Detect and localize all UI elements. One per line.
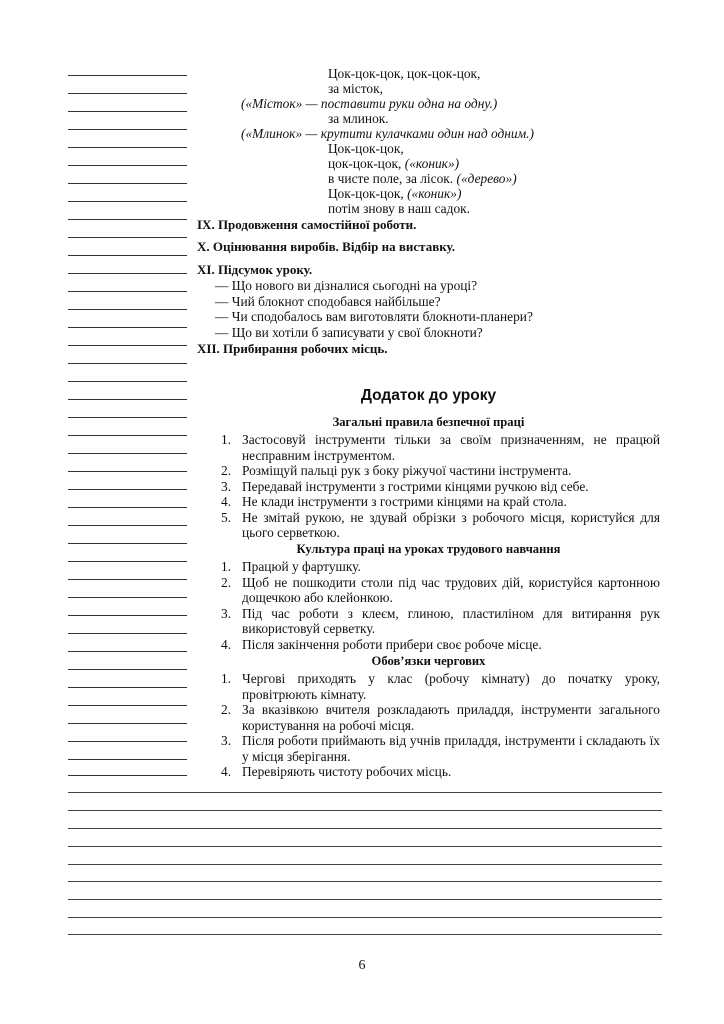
rhyme-line: в чисте поле, за лісок. bbox=[328, 171, 454, 186]
safety-rules-title: Загальні правила безпечної праці bbox=[332, 415, 525, 429]
list-item-text: Під час роботи з клеєм, глиною, пластиліном для витирання рук використовуй серветку. bbox=[242, 605, 660, 636]
rhyme-line: за млинок. bbox=[328, 111, 389, 126]
rhyme-line: Цок-цок-цок, bbox=[328, 141, 404, 156]
rhyme-direction: («дерево») bbox=[456, 171, 517, 186]
culture-title: Культура праці на уроках трудового навчання bbox=[296, 542, 561, 556]
list-item: 3. Під час роботи з клеєм, глиною, пластиліном для витирання рук використовуй серветку. bbox=[221, 605, 660, 636]
list-item-text: Передавай інструменти з гострими кінцями ручкою від себе. bbox=[242, 478, 589, 494]
duty-list bbox=[197, 671, 660, 780]
ruled-line bbox=[68, 934, 662, 935]
question-item: — Що ви хотіли б записувати у свої блокноти? bbox=[215, 324, 483, 340]
rhyme-line-group bbox=[328, 171, 517, 187]
question-item: — Що нового ви дізналися сьогодні на уроці? bbox=[215, 278, 478, 293]
ruled-line bbox=[68, 846, 662, 847]
list-item: 2. Розміщуй пальці рук з боку ріжучої частини інструмента. bbox=[221, 463, 572, 478]
list-item-text: Після закінчення роботи прибери своє робоче місце. bbox=[242, 636, 542, 652]
list-item-text: Перевіряють чистоту робочих місць. bbox=[242, 764, 452, 779]
list-item: 2. За вказівкою вчителя розкладають приладдя, інструменти загального користування на робочі місця. bbox=[221, 702, 660, 733]
section-heading-x: X. Оцінювання виробів. Відбір на виставку. bbox=[197, 239, 455, 254]
question-item: — Чи сподобалось вам виготовляти блокноти-планери? bbox=[215, 309, 533, 324]
list-item: 2. Щоб не пошкодити столи під час трудових дій, користуйся картонною дощечкою або клейонкою. bbox=[221, 574, 660, 605]
rhyme-direction: («коник») bbox=[407, 186, 462, 201]
list-item: 3. Передавай інструменти з гострими кінцями ручкою від себе. bbox=[221, 478, 589, 494]
ruled-line bbox=[68, 810, 662, 811]
ruled-line bbox=[68, 828, 662, 829]
list-item: 3. Після роботи приймають від учнів приладдя, інструменти і складають їх у місця зберігання. bbox=[221, 733, 660, 764]
rhyme-line: потім знову в наш садок. bbox=[328, 201, 470, 216]
appendix-title: Додаток до уроку bbox=[360, 387, 497, 404]
ruled-line bbox=[68, 792, 662, 793]
list-item-text: За вказівкою вчителя розкладають приладдя, інструменти загального користування на робочі місця. bbox=[242, 702, 660, 733]
list-item-text: Розміщуй пальці рук з боку ріжучої частини інструмента. bbox=[242, 463, 572, 478]
list-item: 5. Не змітай рукою, не здувай обрізки з робочого місця, користуйся для цього серветкою. bbox=[221, 509, 660, 540]
list-item-text: Застосовуй інструменти тільки за своїм призначенням, не працюй несправним інструментом. bbox=[242, 432, 660, 463]
rhyme-line: Цок-цок-цок, цок-цок-цок, bbox=[328, 66, 481, 81]
list-item: 4. Не клади інструменти з гострими кінцями на край стола. bbox=[221, 494, 567, 509]
rhyme-line: Цок-цок-цок, bbox=[328, 186, 404, 201]
rhyme-block bbox=[197, 62, 660, 216]
ruled-line bbox=[68, 864, 662, 865]
page-number: 6 bbox=[358, 958, 366, 973]
rhyme-direction: («Місток» — поставити руки одна на одну.) bbox=[241, 96, 498, 111]
list-item-text: Щоб не пошкодити столи під час трудових дій, користуйся картонною дощечкою або клейонкою. bbox=[242, 574, 660, 605]
section-heading-xi: XI. Підсумок уроку. bbox=[197, 262, 313, 277]
list-item: 1. Застосовуй інструменти тільки за своїм призначенням, не працюй несправним інструментом. bbox=[221, 432, 660, 463]
rhyme-line: за місток, bbox=[328, 81, 383, 96]
list-item-text: Працюй у фартушку. bbox=[242, 559, 361, 574]
page-content bbox=[197, 62, 660, 779]
list-item: 4. Після закінчення роботи прибери своє робоче місце. bbox=[221, 636, 542, 652]
list-item-text: Не клади інструменти з гострими кінцями на край стола. bbox=[242, 494, 567, 509]
list-item: 1. Чергові приходять у клас (робочу кімнату) до початку уроку, провітрюють кімнату. bbox=[221, 671, 660, 702]
section-heading-xii: XII. Прибирання робочих місць. bbox=[197, 341, 388, 356]
list-item: 1. Працюй у фартушку. bbox=[221, 559, 361, 574]
summary-questions bbox=[215, 278, 533, 340]
rhyme-direction: («Млинок» — крутити кулачками один над одним.) bbox=[241, 126, 534, 141]
duty-title: Обов’язки чергових bbox=[371, 654, 486, 668]
ruled-line bbox=[68, 899, 662, 900]
section-heading-ix: IX. Продовження самостійної роботи. bbox=[197, 217, 417, 232]
list-item: 4. Перевіряють чистоту робочих місць. bbox=[221, 764, 452, 779]
rhyme-line-group bbox=[328, 156, 459, 172]
list-item-text: Після роботи приймають від учнів приладдя, інструменти і складають їх у місця зберігання. bbox=[242, 733, 660, 764]
ruled-line bbox=[68, 917, 662, 918]
question-item: — Чий блокнот сподобався найбільше? bbox=[215, 293, 441, 309]
list-item-text: Не змітай рукою, не здувай обрізки з робочого місця, користуйся для цього серветкою. bbox=[242, 509, 660, 540]
list-item-text: Чергові приходять у клас (робочу кімнату) до початку уроку, провітрюють кімнату. bbox=[242, 671, 660, 702]
rhyme-direction: («коник») bbox=[404, 156, 460, 171]
rhyme-line-group bbox=[328, 186, 461, 202]
safety-rules-list bbox=[197, 432, 660, 541]
ruled-line bbox=[68, 881, 662, 882]
rhyme-line: цок-цок-цок, bbox=[328, 156, 402, 171]
culture-list bbox=[197, 559, 660, 652]
